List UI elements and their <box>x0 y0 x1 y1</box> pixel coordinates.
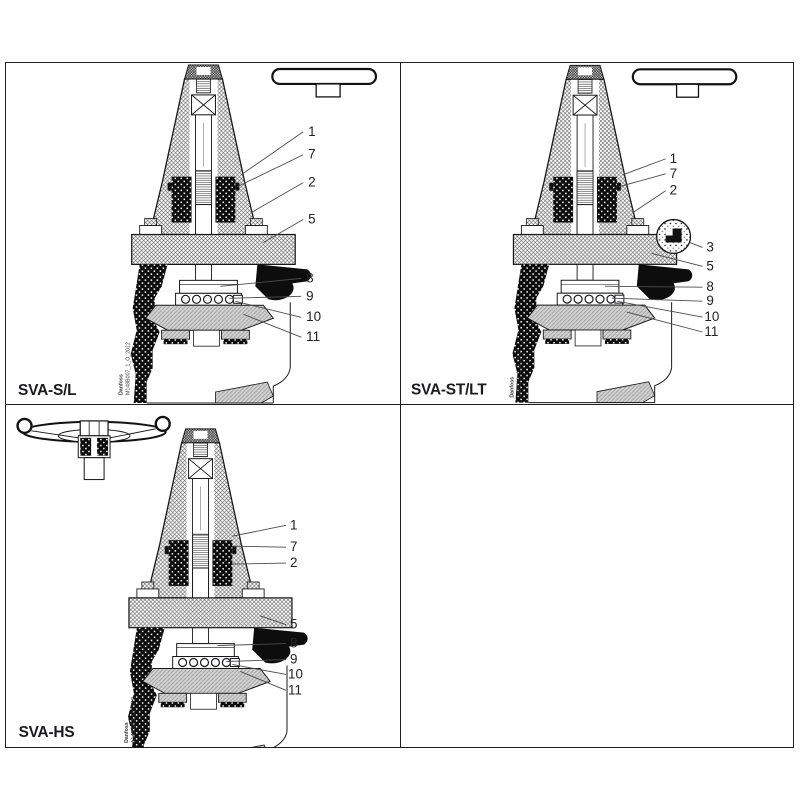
panel-empty <box>401 405 793 747</box>
callout-5: 5 <box>289 616 298 632</box>
callout-8: 8 <box>306 270 314 286</box>
panel-sva-hs <box>6 405 401 747</box>
panel-sva-sl <box>6 63 401 405</box>
sva-stlt-diagram <box>401 63 793 404</box>
brand-vertical-text: Danfoss <box>123 722 130 744</box>
diagram-grid <box>5 62 794 748</box>
brand-vertical-text: Danfoss <box>118 374 125 396</box>
handwheel-side-view <box>18 417 170 480</box>
callout-2: 2 <box>289 555 298 571</box>
callout-7: 7 <box>308 146 316 162</box>
callout-9: 9 <box>306 288 314 304</box>
panel-label: SVA-ST/LT <box>410 381 487 399</box>
callout-10: 10 <box>704 309 720 325</box>
sva-sl-diagram <box>6 63 400 404</box>
callout-1: 1 <box>308 123 316 139</box>
callout-11: 11 <box>704 323 719 339</box>
callout-numbers <box>306 124 321 344</box>
panel-label: SVA-S/L <box>18 382 77 400</box>
callout-5: 5 <box>706 258 714 274</box>
callout-9: 9 <box>706 293 714 309</box>
callout-9: 9 <box>289 651 298 667</box>
callout-7: 7 <box>289 539 298 555</box>
callout-5: 5 <box>308 211 316 227</box>
panel-sva-stlt <box>401 63 793 405</box>
callout-10: 10 <box>306 309 322 325</box>
callout-7: 7 <box>669 165 678 181</box>
sva-hs-diagram <box>6 405 400 747</box>
callout-11: 11 <box>288 682 302 698</box>
handwheel-top-view <box>633 69 736 97</box>
detail-circle <box>657 220 691 254</box>
callout-11: 11 <box>306 329 321 345</box>
drawing-number: A148B243_O_2012 <box>130 696 137 744</box>
drawing-number: M148B007_1_O_2012 <box>125 342 132 396</box>
callout-1: 1 <box>289 517 298 533</box>
callout-1: 1 <box>669 150 678 166</box>
brand-vertical-text: Danfoss <box>509 376 516 398</box>
callout-3: 3 <box>706 239 714 255</box>
callout-8: 8 <box>706 279 714 295</box>
callout-2: 2 <box>308 174 316 190</box>
callout-10: 10 <box>288 666 303 682</box>
callout-2: 2 <box>669 182 678 198</box>
drawing-number: 148B119_1_O_2012 <box>516 349 523 398</box>
panel-label: SVA-HS <box>18 724 75 742</box>
callout-8: 8 <box>289 635 298 651</box>
handwheel-top-view <box>272 69 376 97</box>
